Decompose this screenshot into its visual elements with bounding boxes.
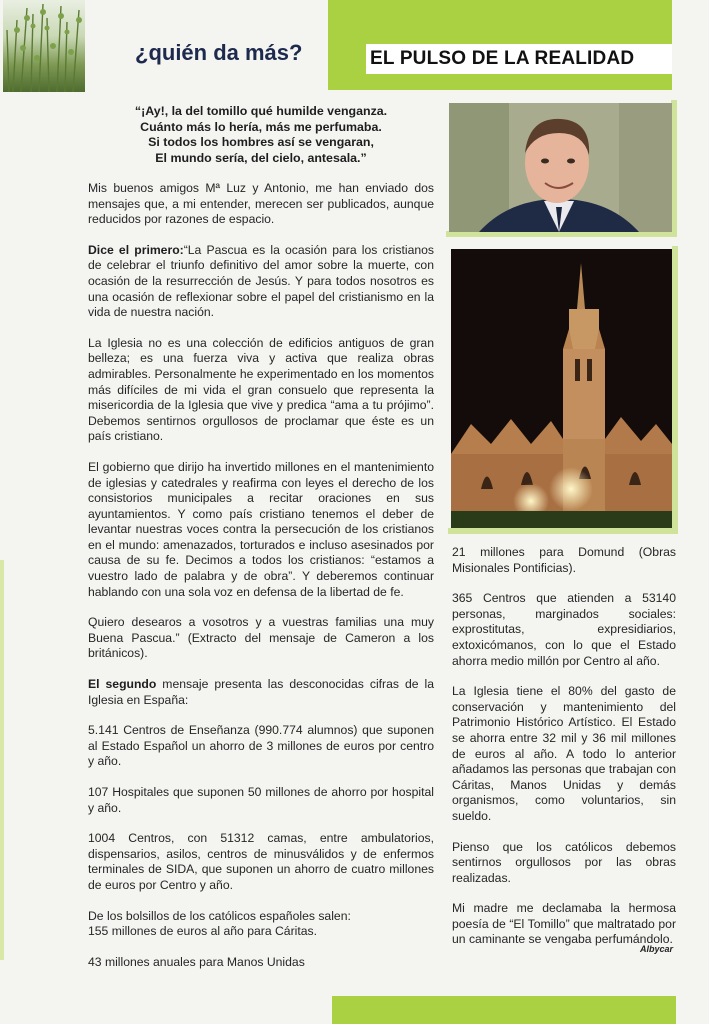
proud-paragraph: Pienso que los católicos debemos sentirnos orgullosos por las obras realizadas.: [452, 839, 676, 885]
church-night-photo: [451, 249, 672, 528]
second-message-paragraph: [88, 677, 434, 708]
caritas-line: 155 millones de euros al año para Cáritas.: [88, 924, 317, 939]
government-paragraph: El gobierno que dirijo ha invertido millones en el mantenimiento de iglesias y catedrales y reafirma con leyes el derecho de los consistorios municipales a recitar oraciones en sus ayuntamientos. Y como país cristiano tenemos el deber de levantar nuestras voces contra la persecución de los cristianos en el mundo: amenazados, torturados e incluso asesinados por causa de su fe. Decimos a todos los cristianos: “estamos a vuestro lado de palabra y de obra”. Y deberemos continuar hablando con una sola voz en defensa de la libertad de fe.: [88, 459, 434, 599]
donations-paragraph: [88, 909, 434, 940]
left-accent-bar: [0, 560, 4, 960]
section-title: EL PULSO DE LA REALIDAD: [366, 44, 672, 74]
social-centers-paragraph: 365 Centros que atienden a 53140 personas, marginados sociales: exprostitutas, expresidiarios, extoxicómanos, con lo que el Estado ahorra medio millón por Centro al año.: [452, 591, 676, 668]
care-centers-paragraph: 1004 Centros, con 51312 camas, entre ambulatorios, dispensarios, asilos, centros de minusválidos y de enfermos terminales de SIDA, que suponen un ahorro de cuatro millones de euros por Centro y año.: [88, 831, 434, 892]
first-message-text: “La Pascua es la ocasión para los cristianos de celebrar el triunfo definitivo del amor sobre la muerte, con ocasión de la resurrección de Jesús. Y para todos nosotros es una ocasión de reflexionar sobre el papel del cristianismo en la vida de nuestra nación.: [88, 242, 435, 320]
thyme-photo: [3, 0, 85, 92]
donations-intro: De los bolsillos de los católicos españoles salen:: [88, 908, 351, 923]
author-signature: Albycar: [640, 944, 674, 954]
church-paragraph: La Iglesia no es una colección de edificios antiguos de gran belleza; es una fuerza viva y activa que realiza obras admirables. Personalmente he experimentado en los momentos más difíciles de mi vida el gran consuelo que representa la misericordia de la Iglesia que vive y predica “ama a tu prójimo”. Debemos sentirnos orgullosos de proclamar que éste es un país cristiano.: [88, 335, 434, 444]
intro-paragraph: Mis buenos amigos Mª Luz y Antonio, me han enviado dos mensajes que, a mi entender, merecen ser publicados, aunque reducidos por razones de espacio.: [88, 181, 434, 227]
poem-line: Cuánto más lo hería, más me perfumaba.: [140, 119, 382, 134]
easter-paragraph: Quiero desearos a vosotros y a vuestras familias una muy Buena Pascua.” (Extracto del mensaje de Cameron a los británicos).: [88, 615, 434, 661]
poem-line: El mundo sería, del cielo, antesala.”: [155, 150, 367, 165]
first-message-label: Dice el primero:: [88, 242, 184, 257]
domund-paragraph: 21 millones para Domund (Obras Misionales Pontificias).: [452, 545, 676, 575]
poem-line: “¡Ay!, la del tomillo qué humilde venganza.: [134, 104, 388, 118]
hospitals-paragraph: 107 Hospitales que suponen 50 millones de ahorro por hospital y año.: [88, 785, 434, 815]
second-message-text: mensaje presenta las desconocidas cifras de la Iglesia en España:: [88, 677, 435, 707]
schools-paragraph: 5.141 Centros de Enseñanza (990.774 alumnos) que suponen al Estado Español un ahorro de 3 millones de euros por centro y año.: [88, 723, 434, 769]
poem-quote: [88, 104, 434, 166]
page-headline: ¿quién da más?: [135, 40, 303, 65]
mother-poem-paragraph: Mi madre me declamaba la hermosa poesía de “El Tomillo” que maltratado por un caminante se vengaba perfumándolo.: [452, 901, 676, 947]
right-column: [452, 545, 676, 963]
poem-line: Si todos los hombres así se vengaran,: [148, 135, 374, 149]
first-message-paragraph: [88, 243, 434, 321]
heritage-paragraph: La Iglesia tiene el 80% del gasto de conservación y mantenimiento del Patrimonio Histórico Artístico. El Estado se ahorra entre 32 mil y 36 mil millones de euros al año. A todo lo anterior añadamos las personas que trabajan con Cáritas, Manos Unidas y demás organismos, como voluntarios, sin sueldo.: [452, 684, 676, 823]
manos-unidas-paragraph: 43 millones anuales para Manos Unidas: [88, 954, 305, 969]
portrait-photo: [449, 103, 672, 232]
second-message-label: El segundo: [88, 677, 157, 692]
left-column: [88, 181, 434, 985]
bottom-green-band: [332, 996, 676, 1024]
